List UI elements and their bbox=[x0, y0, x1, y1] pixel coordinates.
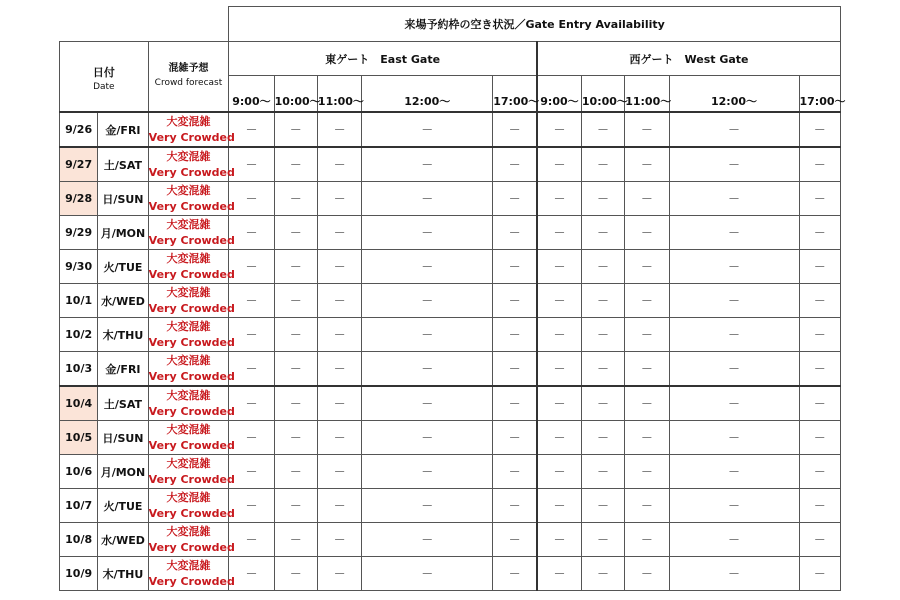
east-availability-cell: － bbox=[274, 557, 317, 591]
west-availability-cell: － bbox=[669, 489, 799, 523]
west-availability-cell: － bbox=[669, 523, 799, 557]
east-availability-cell: － bbox=[229, 250, 274, 284]
crowd-forecast-en: Very Crowded bbox=[148, 267, 235, 281]
west-availability-cell: － bbox=[581, 421, 624, 455]
crowd-forecast-jp: 大変混雑 bbox=[166, 114, 211, 128]
east-availability-cell: － bbox=[229, 182, 274, 216]
date-cell: 10/4 bbox=[60, 386, 98, 421]
east-availability-cell: － bbox=[274, 523, 317, 557]
west-availability-cell: － bbox=[625, 352, 669, 387]
table-row bbox=[60, 318, 841, 352]
east-availability-cell: － bbox=[229, 352, 274, 387]
east-availability-cell: － bbox=[274, 421, 317, 455]
west-availability-cell: － bbox=[799, 182, 841, 216]
table-row bbox=[60, 455, 841, 489]
crowd-forecast-jp: 大変混雑 bbox=[166, 217, 211, 231]
east-availability-cell: － bbox=[493, 284, 537, 318]
date-cell: 10/9 bbox=[60, 557, 98, 591]
crowd-header bbox=[148, 42, 229, 113]
east-availability-cell: － bbox=[493, 421, 537, 455]
east-availability-cell: － bbox=[493, 250, 537, 284]
crowd-forecast-cell bbox=[148, 421, 235, 455]
weekday-cell: 土/SAT bbox=[98, 386, 148, 421]
east-availability-cell: － bbox=[493, 557, 537, 591]
east-availability-cell: － bbox=[317, 489, 361, 523]
west-availability-cell: － bbox=[537, 421, 581, 455]
crowd-forecast-en: Very Crowded bbox=[148, 574, 235, 588]
weekday-cell: 金/FRI bbox=[98, 112, 148, 147]
west-availability-cell: － bbox=[537, 523, 581, 557]
crowd-forecast-jp: 大変混雑 bbox=[166, 251, 211, 265]
east-availability-cell: － bbox=[317, 352, 361, 387]
west-availability-cell: － bbox=[669, 284, 799, 318]
crowd-forecast-cell bbox=[148, 147, 235, 182]
west-availability-cell: － bbox=[625, 557, 669, 591]
west-availability-cell: － bbox=[537, 182, 581, 216]
east-availability-cell: － bbox=[362, 182, 493, 216]
west-slot-header: 9:00～ bbox=[537, 76, 581, 113]
west-availability-cell: － bbox=[581, 386, 624, 421]
east-availability-cell: － bbox=[229, 216, 274, 250]
crowd-forecast-cell bbox=[148, 489, 235, 523]
crowd-forecast-en: Very Crowded bbox=[148, 335, 235, 349]
date-cell: 10/1 bbox=[60, 284, 98, 318]
table-row bbox=[60, 523, 841, 557]
date-cell: 9/26 bbox=[60, 112, 98, 147]
west-availability-cell: － bbox=[537, 250, 581, 284]
table-row bbox=[60, 489, 841, 523]
crowd-forecast-jp: 大変混雑 bbox=[166, 183, 211, 197]
west-availability-cell: － bbox=[799, 489, 841, 523]
east-availability-cell: － bbox=[317, 421, 361, 455]
west-availability-cell: － bbox=[669, 318, 799, 352]
west-availability-cell: － bbox=[799, 523, 841, 557]
west-availability-cell: － bbox=[799, 216, 841, 250]
west-availability-cell: － bbox=[537, 455, 581, 489]
east-availability-cell: － bbox=[493, 182, 537, 216]
table-row bbox=[60, 147, 841, 182]
east-availability-cell: － bbox=[493, 455, 537, 489]
date-cell: 9/27 bbox=[60, 147, 98, 182]
table-row bbox=[60, 386, 841, 421]
east-availability-cell: － bbox=[274, 216, 317, 250]
west-availability-cell: － bbox=[537, 352, 581, 387]
east-gate-header: 東ゲート East Gate bbox=[229, 42, 537, 76]
west-availability-cell: － bbox=[581, 250, 624, 284]
west-availability-cell: － bbox=[537, 318, 581, 352]
crowd-forecast-jp: 大変混雑 bbox=[166, 490, 211, 504]
west-availability-cell: － bbox=[625, 455, 669, 489]
corner-blank bbox=[60, 7, 229, 42]
east-availability-cell: － bbox=[229, 112, 274, 147]
east-availability-cell: － bbox=[493, 352, 537, 387]
west-availability-cell: － bbox=[799, 421, 841, 455]
crowd-forecast-en: Very Crowded bbox=[148, 472, 235, 486]
east-availability-cell: － bbox=[362, 284, 493, 318]
east-availability-cell: － bbox=[493, 147, 537, 182]
weekday-cell: 金/FRI bbox=[98, 352, 148, 387]
crowd-forecast-en: Very Crowded bbox=[148, 199, 235, 213]
west-availability-cell: － bbox=[581, 284, 624, 318]
east-availability-cell: － bbox=[362, 318, 493, 352]
west-availability-cell: － bbox=[537, 112, 581, 147]
crowd-forecast-cell bbox=[148, 250, 235, 284]
west-availability-cell: － bbox=[581, 557, 624, 591]
table-row bbox=[60, 352, 841, 387]
weekday-cell: 木/THU bbox=[98, 557, 148, 591]
east-availability-cell: － bbox=[493, 386, 537, 421]
west-availability-cell: － bbox=[537, 284, 581, 318]
east-availability-cell: － bbox=[493, 523, 537, 557]
crowd-forecast-jp: 大変混雑 bbox=[166, 388, 211, 402]
west-availability-cell: － bbox=[625, 386, 669, 421]
table-row bbox=[60, 250, 841, 284]
east-slot-header: 17:00～ bbox=[493, 76, 537, 113]
crowd-forecast-en: Very Crowded bbox=[148, 233, 235, 247]
weekday-cell: 日/SUN bbox=[98, 421, 148, 455]
east-availability-cell: － bbox=[317, 216, 361, 250]
west-availability-cell: － bbox=[625, 318, 669, 352]
date-cell: 10/3 bbox=[60, 352, 98, 387]
date-cell: 9/29 bbox=[60, 216, 98, 250]
east-availability-cell: － bbox=[317, 250, 361, 284]
east-availability-cell: － bbox=[229, 386, 274, 421]
east-availability-cell: － bbox=[274, 386, 317, 421]
east-availability-cell: － bbox=[317, 523, 361, 557]
west-availability-cell: － bbox=[625, 182, 669, 216]
east-availability-cell: － bbox=[229, 489, 274, 523]
west-availability-cell: － bbox=[799, 318, 841, 352]
east-availability-cell: － bbox=[274, 489, 317, 523]
west-availability-cell: － bbox=[669, 421, 799, 455]
weekday-cell: 日/SUN bbox=[98, 182, 148, 216]
weekday-cell: 火/TUE bbox=[98, 489, 148, 523]
crowd-forecast-jp: 大変混雑 bbox=[166, 285, 211, 299]
crowd-forecast-cell bbox=[148, 455, 235, 489]
east-availability-cell: － bbox=[229, 318, 274, 352]
west-availability-cell: － bbox=[625, 216, 669, 250]
date-cell: 9/28 bbox=[60, 182, 98, 216]
crowd-forecast-en: Very Crowded bbox=[148, 165, 235, 179]
table-row bbox=[60, 557, 841, 591]
crowd-forecast-en: Very Crowded bbox=[148, 301, 235, 315]
west-availability-cell: － bbox=[669, 182, 799, 216]
west-availability-cell: － bbox=[799, 250, 841, 284]
east-availability-cell: － bbox=[362, 216, 493, 250]
east-availability-cell: － bbox=[229, 421, 274, 455]
west-availability-cell: － bbox=[799, 147, 841, 182]
east-availability-cell: － bbox=[274, 182, 317, 216]
east-availability-cell: － bbox=[317, 318, 361, 352]
weekday-cell: 水/WED bbox=[98, 523, 148, 557]
crowd-forecast-cell bbox=[148, 523, 235, 557]
east-availability-cell: － bbox=[362, 421, 493, 455]
east-availability-cell: － bbox=[274, 455, 317, 489]
east-availability-cell: － bbox=[229, 523, 274, 557]
east-availability-cell: － bbox=[229, 147, 274, 182]
east-slot-header: 12:00～ bbox=[362, 76, 493, 113]
east-availability-cell: － bbox=[274, 250, 317, 284]
west-availability-cell: － bbox=[799, 112, 841, 147]
crowd-header-jp: 混雑予想 bbox=[168, 63, 209, 74]
west-availability-cell: － bbox=[581, 112, 624, 147]
weekday-cell: 月/MON bbox=[98, 455, 148, 489]
crowd-forecast-jp: 大変混雑 bbox=[166, 149, 211, 163]
crowd-forecast-jp: 大変混雑 bbox=[166, 524, 211, 538]
east-availability-cell: － bbox=[362, 455, 493, 489]
east-availability-cell: － bbox=[493, 112, 537, 147]
crowd-forecast-jp: 大変混雑 bbox=[166, 319, 211, 333]
east-availability-cell: － bbox=[493, 489, 537, 523]
west-availability-cell: － bbox=[669, 455, 799, 489]
west-availability-cell: － bbox=[537, 489, 581, 523]
west-availability-cell: － bbox=[581, 523, 624, 557]
crowd-forecast-jp: 大変混雑 bbox=[166, 422, 211, 436]
table-row bbox=[60, 216, 841, 250]
west-availability-cell: － bbox=[625, 523, 669, 557]
west-availability-cell: － bbox=[669, 147, 799, 182]
east-availability-cell: － bbox=[493, 318, 537, 352]
date-cell: 10/6 bbox=[60, 455, 98, 489]
east-availability-cell: － bbox=[317, 284, 361, 318]
table-row bbox=[60, 182, 841, 216]
crowd-forecast-en: Very Crowded bbox=[148, 130, 235, 144]
date-cell: 9/30 bbox=[60, 250, 98, 284]
date-header-jp: 日付 bbox=[92, 65, 115, 79]
west-availability-cell: － bbox=[669, 112, 799, 147]
east-availability-cell: － bbox=[362, 112, 493, 147]
crowd-forecast-cell bbox=[148, 557, 235, 591]
east-availability-cell: － bbox=[362, 557, 493, 591]
west-availability-cell: － bbox=[581, 455, 624, 489]
crowd-forecast-en: Very Crowded bbox=[148, 404, 235, 418]
east-availability-cell: － bbox=[317, 386, 361, 421]
date-header bbox=[60, 42, 149, 113]
west-slot-header: 12:00～ bbox=[669, 76, 799, 113]
table-row bbox=[60, 284, 841, 318]
weekday-cell: 水/WED bbox=[98, 284, 148, 318]
west-availability-cell: － bbox=[625, 112, 669, 147]
crowd-forecast-cell bbox=[148, 112, 235, 147]
east-availability-cell: － bbox=[274, 112, 317, 147]
crowd-forecast-en: Very Crowded bbox=[148, 369, 235, 383]
east-availability-cell: － bbox=[229, 557, 274, 591]
west-availability-cell: － bbox=[625, 147, 669, 182]
west-availability-cell: － bbox=[625, 284, 669, 318]
west-availability-cell: － bbox=[799, 557, 841, 591]
crowd-header-en: Crowd forecast bbox=[154, 78, 223, 88]
west-availability-cell: － bbox=[581, 352, 624, 387]
west-availability-cell: － bbox=[625, 250, 669, 284]
east-slot-header: 9:00～ bbox=[229, 76, 274, 113]
east-availability-cell: － bbox=[317, 455, 361, 489]
west-availability-cell: － bbox=[581, 216, 624, 250]
east-availability-cell: － bbox=[362, 352, 493, 387]
date-cell: 10/5 bbox=[60, 421, 98, 455]
weekday-cell: 木/THU bbox=[98, 318, 148, 352]
weekday-cell: 火/TUE bbox=[98, 250, 148, 284]
west-availability-cell: － bbox=[799, 455, 841, 489]
crowd-forecast-cell bbox=[148, 318, 235, 352]
west-availability-cell: － bbox=[537, 557, 581, 591]
east-availability-cell: － bbox=[317, 147, 361, 182]
crowd-forecast-en: Very Crowded bbox=[148, 438, 235, 452]
crowd-forecast-cell bbox=[148, 284, 235, 318]
east-availability-cell: － bbox=[274, 147, 317, 182]
crowd-forecast-jp: 大変混雑 bbox=[166, 353, 211, 367]
weekday-cell: 土/SAT bbox=[98, 147, 148, 182]
west-availability-cell: － bbox=[537, 147, 581, 182]
west-availability-cell: － bbox=[581, 182, 624, 216]
east-availability-cell: － bbox=[317, 557, 361, 591]
east-availability-cell: － bbox=[493, 216, 537, 250]
east-availability-cell: － bbox=[229, 284, 274, 318]
availability-table bbox=[59, 6, 846, 591]
west-slot-header: 11:00～ bbox=[625, 76, 669, 113]
east-availability-cell: － bbox=[317, 112, 361, 147]
east-availability-cell: － bbox=[274, 318, 317, 352]
crowd-forecast-cell bbox=[148, 352, 235, 387]
west-availability-cell: － bbox=[669, 386, 799, 421]
west-gate-header: 西ゲート West Gate bbox=[537, 42, 840, 76]
west-availability-cell: － bbox=[537, 216, 581, 250]
west-availability-cell: － bbox=[799, 386, 841, 421]
crowd-forecast-jp: 大変混雑 bbox=[166, 558, 211, 572]
crowd-forecast-jp: 大変混雑 bbox=[166, 456, 211, 470]
west-availability-cell: － bbox=[669, 557, 799, 591]
date-cell: 10/8 bbox=[60, 523, 98, 557]
crowd-forecast-cell bbox=[148, 216, 235, 250]
date-cell: 10/7 bbox=[60, 489, 98, 523]
west-availability-cell: － bbox=[669, 352, 799, 387]
table-row bbox=[60, 421, 841, 455]
east-availability-cell: － bbox=[362, 250, 493, 284]
west-availability-cell: － bbox=[799, 352, 841, 387]
west-availability-cell: － bbox=[799, 284, 841, 318]
east-slot-header: 11:00～ bbox=[317, 76, 361, 113]
west-availability-cell: － bbox=[581, 147, 624, 182]
east-availability-cell: － bbox=[274, 352, 317, 387]
west-availability-cell: － bbox=[581, 489, 624, 523]
weekday-cell: 月/MON bbox=[98, 216, 148, 250]
east-availability-cell: － bbox=[362, 523, 493, 557]
west-availability-cell: － bbox=[537, 386, 581, 421]
east-availability-cell: － bbox=[229, 455, 274, 489]
east-availability-cell: － bbox=[362, 147, 493, 182]
date-cell: 10/2 bbox=[60, 318, 98, 352]
west-availability-cell: － bbox=[581, 318, 624, 352]
table-row bbox=[60, 112, 841, 147]
date-header-en: Date bbox=[93, 81, 115, 92]
east-slot-header: 10:00～ bbox=[274, 76, 317, 113]
west-availability-cell: － bbox=[669, 216, 799, 250]
crowd-forecast-cell bbox=[148, 182, 235, 216]
east-availability-cell: － bbox=[362, 489, 493, 523]
west-availability-cell: － bbox=[625, 489, 669, 523]
west-slot-header: 17:00～ bbox=[799, 76, 841, 113]
west-availability-cell: － bbox=[669, 250, 799, 284]
east-availability-cell: － bbox=[362, 386, 493, 421]
east-availability-cell: － bbox=[317, 182, 361, 216]
crowd-forecast-en: Very Crowded bbox=[148, 540, 235, 554]
east-availability-cell: － bbox=[274, 284, 317, 318]
table-title: 来場予約枠の空き状況／Gate Entry Availability bbox=[229, 7, 841, 42]
crowd-forecast-cell bbox=[148, 386, 235, 421]
west-slot-header: 10:00～ bbox=[581, 76, 624, 113]
west-availability-cell: － bbox=[625, 421, 669, 455]
crowd-forecast-en: Very Crowded bbox=[148, 506, 235, 520]
